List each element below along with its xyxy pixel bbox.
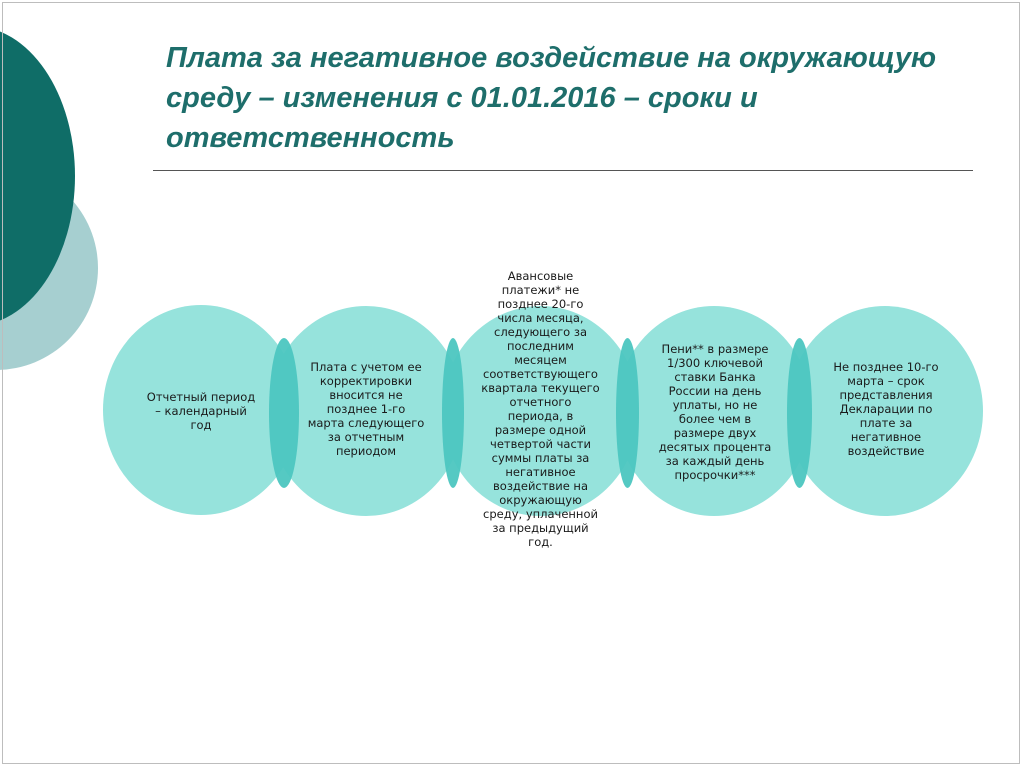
circle-overlap-2 <box>442 338 464 488</box>
circle-declaration-text: Не позднее 10-го марта – срок представления Декларации по плате за негативное воздействие <box>833 360 939 458</box>
title-divider <box>153 170 973 171</box>
circle-advance-payments-text: Авансовые платежи* не позднее 20-го числа месяца, следующего за последним месяцем соответствующего квартала текущего отчетного периода, в размере одной четвертой части суммы платы за негативное воздействие на окружающую среду, уплаченной за предыдущий год. <box>481 269 600 549</box>
slide-title: Плата за негативное воздействие на окружающую среду – изменения с 01.01.2016 – сроки и ответственность <box>166 42 937 154</box>
circle-overlap-4 <box>787 338 812 488</box>
circle-overlap-3 <box>616 338 639 488</box>
circle-annual-payment-text: Плата с учетом ее корректировки вносится не позднее 1-го марта следующего за отчетным периодом <box>307 360 425 458</box>
circle-overlap-1 <box>269 338 299 488</box>
circle-penalties-text: Пени** в размере 1/300 ключевой ставки Банка России на день уплаты, но не более чем в размере двух десятых процента за каждый день просрочки*** <box>658 342 772 482</box>
circle-reporting-period-text: Отчетный период – календарный год <box>146 390 256 432</box>
